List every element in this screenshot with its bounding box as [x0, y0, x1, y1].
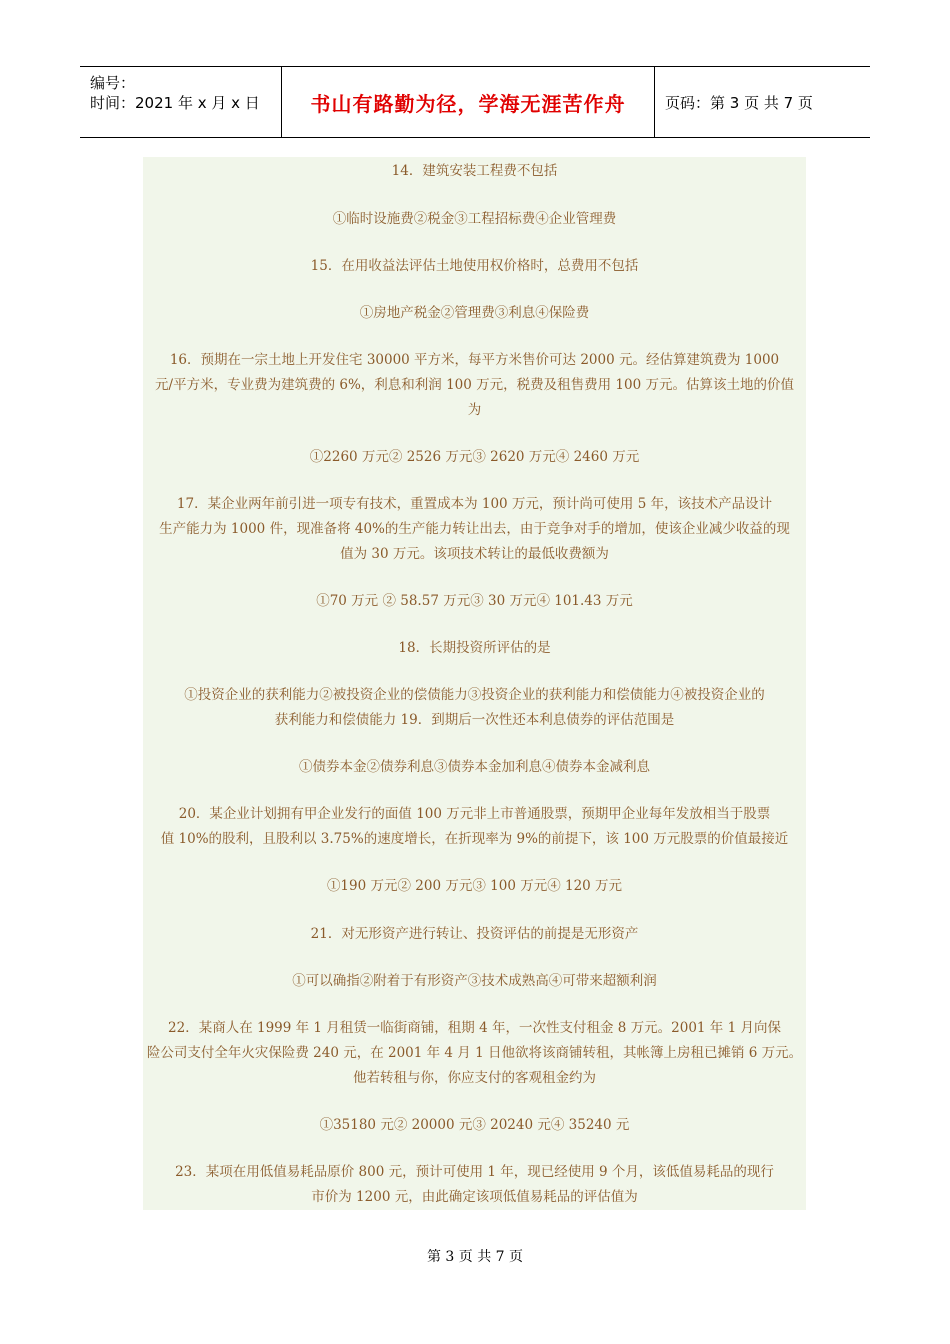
text-line: ①债券本金②债券利息③债券本金加利息④债券本金减利息 — [299, 759, 650, 775]
text-line: ①190 万元② 200 万元③ 100 万元④ 120 万元 — [326, 878, 623, 894]
text-line: ①35180 元② 20000 元③ 20240 元④ 35240 元 — [319, 1117, 630, 1133]
text-line: ①投资企业的获利能力②被投资企业的偿债能力③投资企业的获利能力和偿债能力④被投资企业的 — [184, 687, 765, 703]
header-meta — [80, 67, 282, 137]
page-info: 页码：第 3 页 共 7 页 — [665, 93, 813, 112]
page-footer: 第 3 页 共 7 页 — [426, 1249, 524, 1265]
text-line: ①2260 万元② 2526 万元③ 2620 万元④ 2460 万元 — [309, 449, 640, 465]
text-line: ①70 万元 ② 58.57 万元③ 30 万元④ 101.43 万元 — [316, 593, 633, 609]
text-line: ①临时设施费②税金③工程招标费④企业管理费 — [332, 211, 617, 227]
number-label: 编号： — [90, 74, 136, 92]
text-line: 23．某项在用低值易耗品原价 800 元，预计可使用 1 年，现已经使用 9 个月，该低值易耗品的现行 — [175, 1164, 774, 1180]
text-line: 20．某企业计划拥有甲企业发行的面值 100 万元非上市普通股票，预期甲企业每年发放相当于股票 — [178, 806, 771, 822]
text-line: ①房地产税金②管理费③利息④保险费 — [359, 305, 590, 321]
text-line: 16．预期在一宗土地上开发住宅 30000 平方米，每平方米售价可达 2000 元。经估算建筑费为 1000 — [169, 352, 780, 368]
text-line: 生产能力为 1000 件，现准备将 40%的生产能力转让出去，由于竞争对手的增加，使该企业减少收益的现 — [159, 521, 790, 537]
text-line: 为 — [467, 402, 482, 418]
text-line: ①可以确指②附着于有形资产③技术成熟高④可带来超额利润 — [292, 973, 657, 989]
text-line: 值为 30 万元。该项技术转让的最低收费额为 — [340, 546, 609, 562]
text-line: 值 10%的股利，且股利以 3.75%的速度增长，在折现率为 9%的前提下，该 100 万元股票的价值最接近 — [160, 831, 789, 847]
text-line: 14．建筑安装工程费不包括 — [391, 163, 558, 179]
time-label: 时间：2021 年 x 月 x 日 — [90, 94, 260, 112]
text-line: 市价为 1200 元，由此确定该项低值易耗品的评估值为 — [311, 1189, 638, 1205]
text-line: 险公司支付全年火灾保险费 240 元，在 2001 年 4 月 1 日他欲将该商铺转租，其帐簿上房租已摊销 6 万元。 — [146, 1045, 803, 1061]
text-line: 元/平方米，专业费为建筑费的 6%，利息和利润 100 万元，税费及租售费用 100 万元。估算该土地的价值 — [155, 377, 794, 393]
text-line: 18．长期投资所评估的是 — [398, 640, 551, 656]
text-line: 获利能力和偿债能力 19．到期后一次性还本利息债券的评估范围是 — [274, 712, 675, 728]
text-line: 17．某企业两年前引进一项专有技术，重置成本为 100 万元，预计尚可使用 5 年，该技术产品设计 — [176, 496, 773, 512]
text-line: 15．在用收益法评估土地使用权价格时，总费用不包括 — [310, 258, 639, 274]
page-header — [80, 66, 870, 138]
text-line: 他若转租与你，你应支付的客观租金约为 — [353, 1070, 596, 1086]
document-body — [143, 157, 806, 1210]
text-line: 22．某商人在 1999 年 1 月租赁一临街商铺，租期 4 年，一次性支付租金 8 万元。2001 年 1 月向保 — [168, 1020, 781, 1036]
motto: 书山有路勤为径，学海无涯苦作舟 — [282, 67, 655, 137]
text-line: 21．对无形资产进行转让、投资评估的前提是无形资产 — [310, 926, 639, 942]
